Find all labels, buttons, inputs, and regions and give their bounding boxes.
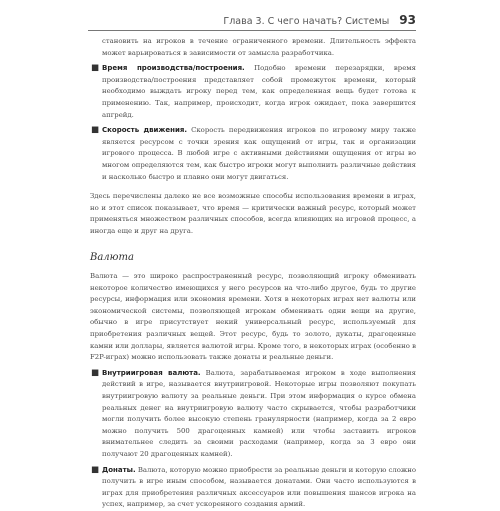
list-item-text [102,63,416,121]
bullet-icon: ■ [91,125,100,136]
list-item [90,368,416,461]
running-header [60,13,416,27]
list-item [90,125,416,183]
list-item-body: Подобно времени перезарядки, время производства/построения представляет собой промежуток времени, который необходимо выждать игроку перед тем, как определенная вещь будет готова к применению. Так, например, происходит, когда игрок ожидает, пока завершится апгрейд. [102,64,416,119]
list-item-text [102,368,416,461]
list-item [90,63,416,121]
list-item-body: Валюта, зарабатываемая игроком в ходе выполнения действий в игре, называется внутриигровой. Некоторые игры позволяют покупать внутриигровую валюту за реальные деньги. При этом информация о курсе обмена реальных денег на внутриигровую валюту часто скрывается, чтобы разработчики могли получить более высокую степень гранулярности (например, когда за 2 евро можно получить 500 драгоценных камней) или чтобы заставить игроков внимательнее следить за своими расходами (например, когда за 3 евро они получают 20 драгоценных камней). [102,368,416,458]
bullet-icon: ■ [91,464,100,475]
bullet-icon: ■ [91,367,100,378]
section-heading: Валюта [90,251,134,263]
currency-intro-paragraph: Валюта — это широко распространенный ресурс, позволяющий игроку обменивать некоторое количество имеющихся у него ресурсов на что-либо другое, будь то другие ресурсы, информация или экономия времени. Хотя в некоторых играх нет валюты или экономической системы, позволяющей игрокам обменивать одни вещи на другие, обычно в игре присутствует некий универсальный ресурс, используемый для приобретения различных вещей. Этот ресурс, будь то золото, дукаты, драгоценные камни или доллары, является валютой игры. Кроме того, в некоторых играх (особенно в F2P-играх) можно использовать также донаты и реальные деньги. [90,272,416,362]
list-item-term: Скорость движения. [102,126,188,135]
header-rule [88,30,416,31]
list-item-term: Внутриигровая валюта. [102,368,201,377]
summary-paragraph: Здесь перечислены далеко не все возможные способы использования времени в играх, но и этот список показывает, что время — критически важный ресурс, который может применяться множеством различных способов, всегда влияющих на игровой процесс, а иногда еще и друг на друга. [90,192,416,235]
list-item-body: Скорость передвижения игроков по игровому миру также является ресурсом с точки зрения как ощущений от игры, так и организации игрового процесса. В любой игре с активными действиями ощущения от игры во многом определяются тем, как быстро игроки могут выполнить различные действия и насколько быстро и плавно они могут двигаться. [102,126,416,181]
list-item-term: Время производства/построения. [102,64,245,73]
bullet-icon: ■ [91,63,100,74]
list-item-text [102,465,416,511]
list-item-term: Донаты. [102,465,136,474]
list-item-body: Валюта, которую можно приобрести за реальные деньги и которую сложно получить в игре иным способом, называется донатами. Они часто используются в играх для приобретения различных аксессуаров или повышения шансов игрока на успех, например, за счет ускоренного создания армий. [102,465,416,509]
page-number: 93 [399,13,416,27]
list-item [90,465,416,511]
continuation-text: становить на игроков в течение ограниченного времени. Длительность эффекта может варьироваться в зависимости от замысла разработчика. [102,37,416,57]
list-item-text [102,125,416,183]
page-body [90,36,416,511]
chapter-title: Глава 3. С чего начать? Системы [223,16,390,27]
